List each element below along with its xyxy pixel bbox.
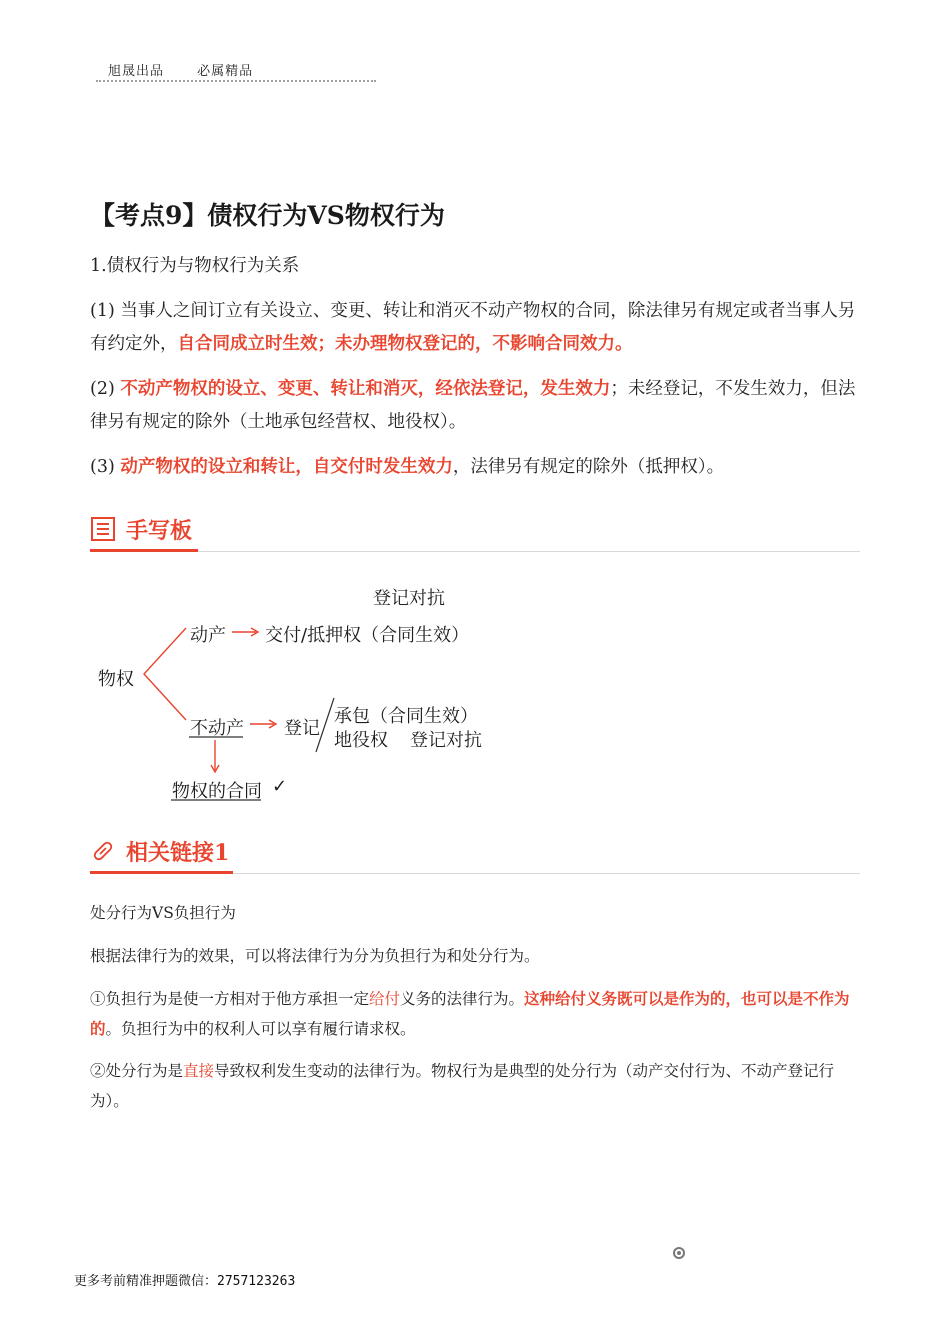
paragraph-2-num: (2) (90, 379, 121, 399)
footer-contact: 更多考前精准押题微信：2757123263 (74, 1274, 296, 1289)
diagram-contract-line: 承包（合同生效） (334, 706, 478, 727)
related-section-header (90, 834, 860, 874)
related-4c: 导致权利发生变动的法律行为。物权行为是典型的处分行为（动产交付行为、不动产登记行为）。 (90, 1062, 835, 1110)
diagram-easement: 地役权 (334, 730, 388, 751)
paragraph-2-highlight: 不动产物权的设立、变更、转让和消灭，经依法登记，发生效力 (120, 379, 611, 399)
decorative-mark-icon (672, 1246, 686, 1260)
diagram-easement-note: 登记对抗 (410, 730, 482, 751)
related-text-1: 处分行为VS负担行为 (90, 904, 236, 922)
header-right: 必属精品 (197, 64, 254, 79)
related-3a: ①负担行为是使一方相对于他方承担一定 (90, 990, 370, 1008)
paragraph-1-text: (1) 当事人之间订立有关设立、变更、转让和消灭不动产物权的合同，除法律另有规定或者当事人另有约定外， (90, 301, 856, 354)
diagram-bottom: 物权的合同 (172, 781, 262, 802)
related-text-3 (90, 984, 860, 1044)
diagram-root: 物权 (98, 669, 134, 690)
related-3d: 这种给付义务既可以是作为的，也可以是不作为的 (90, 989, 850, 1038)
handwriting-label: 手写板 (126, 518, 193, 544)
related-3c: 义务的法律行为。 (400, 990, 525, 1008)
paragraph-2-text: ；未经登记，不发生效力，但法律另有规定的除外（土地承包经营权、地役权）。 (90, 379, 856, 432)
header-left: 旭晟出品 (108, 64, 165, 79)
related-3b: 给付 (369, 990, 401, 1008)
related-text-2: 根据法律行为的效果，可以将法律行为分为负担行为和处分行为。 (90, 947, 540, 965)
diagram-movable: 动产 (190, 625, 226, 646)
paragraph-3-text: ，法律另有规定的除外（抵押权）。 (452, 457, 725, 477)
paragraph-1-highlight: 自合同成立时生效；未办理物权登记的，不影响合同效力。 (177, 334, 633, 354)
related-text-4 (90, 1056, 860, 1116)
section-underline (90, 871, 233, 874)
diagram-register: 登记 (284, 718, 320, 739)
related-4b: 直接 (183, 1062, 215, 1080)
paragraph-3-num: (3) (90, 457, 121, 477)
check-icon: ✓ (272, 776, 288, 797)
link-icon (90, 838, 116, 864)
diagram-immovable: 不动产 (190, 718, 244, 739)
section-title: 【考点9】债权行为VS物权行为 (90, 201, 445, 230)
diagram-movable-result: 交付/抵押权（合同生效） (265, 625, 470, 646)
related-label: 相关链接1 (126, 840, 230, 866)
related-3e: 。负担行为中的权利人可以享有履行请求权。 (105, 1020, 416, 1038)
subheading: 1.债权行为与物权行为关系 (90, 256, 300, 276)
paragraph-3-highlight: 动产物权的设立和转让，自交付时发生效力 (120, 457, 453, 477)
related-4a: ②处分行为是 (90, 1062, 184, 1080)
diagram-top-note: 登记对抗 (373, 588, 445, 609)
